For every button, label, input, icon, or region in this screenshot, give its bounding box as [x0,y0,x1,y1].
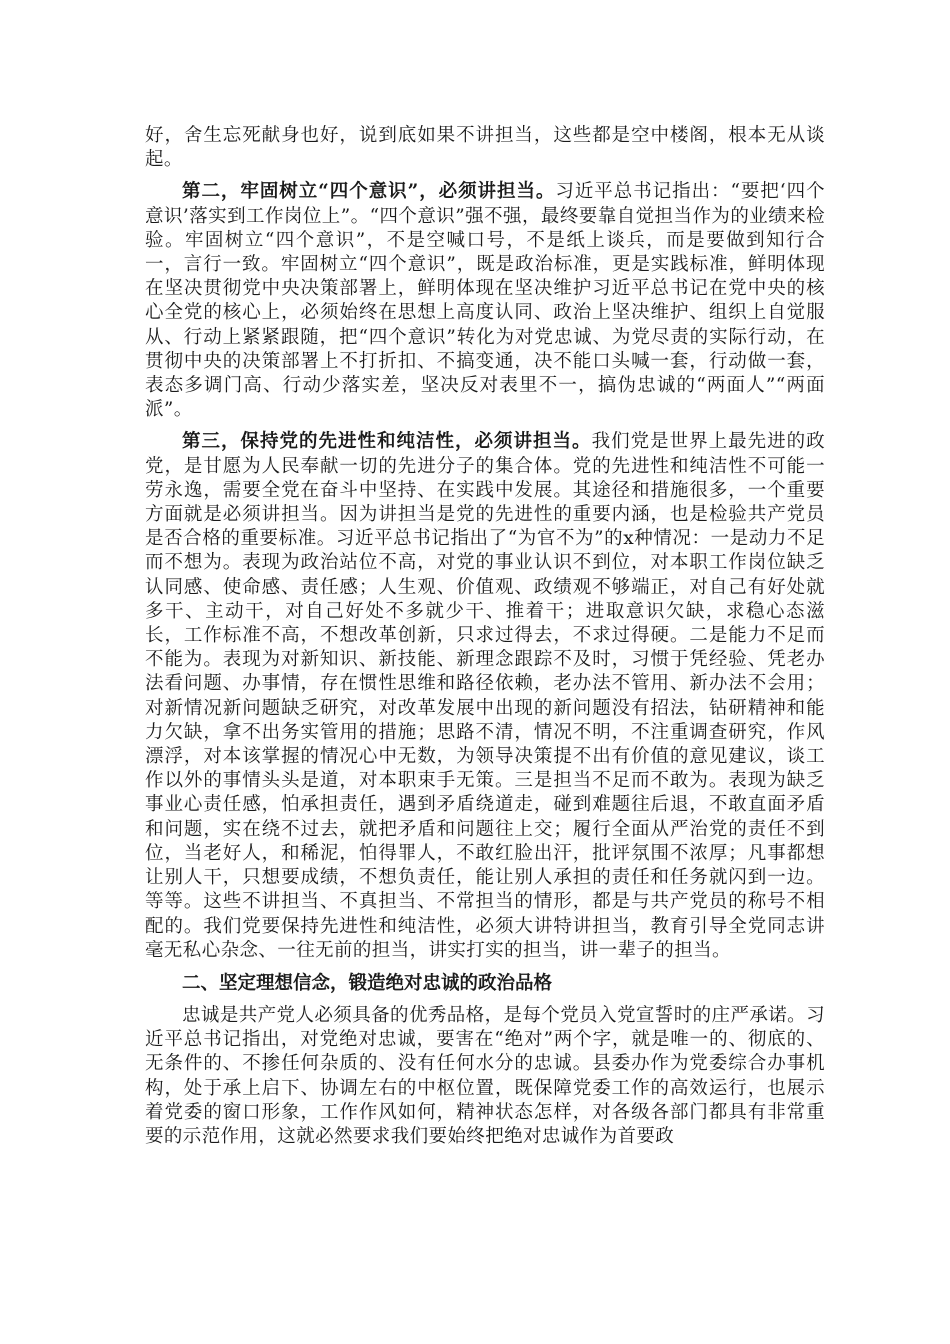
paragraph-lead-bold: 第三，保持党的先进性和纯洁性，必须讲担当。 [182,431,592,453]
paragraph-lead-bold: 第二，牢固树立“四个意识”，必须讲担当。 [182,181,556,203]
paragraph-third-point [145,430,825,962]
paragraph-second-point [145,180,825,422]
paragraph-loyalty: 忠诚是共产党人必须具备的优秀品格，是每个党员入党宣誓时的庄严承诺。习近平总书记指出，对党绝对忠诚，要害在“绝对”两个字，就是唯一的、彻底的、无条件的、不掺任何杂质的、没有任何水分的忠诚。县委办作为党委综合办事机构，处于承上启下、协调左右的中枢位置，既保障党委工作的高效运行，也展示着党委的窗口形象，工作作风如何，精神状态怎样，对各级各部门都具有非常重要的示范作用，这就必然要求我们要始终把绝对忠诚作为首要政 [145,1004,825,1147]
section-heading: 二、坚定理想信念，锻造绝对忠诚的政治品格 [182,972,553,994]
paragraph-body: 习近平总书记指出：“要把‘四个意识’落实到工作岗位上”。“四个意识”强不强，最终要靠自觉担当作为的业绩来检验。牢固树立“四个意识”，不是空喊口号，不是纸上谈兵，而是要做到知行合一，言行一致。牢固树立“四个意识”，既是政治标准，更是实践标准，鲜明体现在坚决贯彻党中央决策部署上，鲜明体现在坚决维护习近平总书记在党中央的核心全党的核心上，必须始终在思想上高度认同、政治上坚决维护、组织上自觉服从、行动上紧紧跟随，把“四个意识”转化为对党忠诚、为党尽责的实际行动，在贯彻中央的决策部署上不打折扣、不搞变通，决不能口头喊一套，行动做一套，表态多调门高、行动少落实差，坚决反对表里不一，搞伪忠诚的“两面人”“两面派”。 [145,181,825,421]
paragraph-body: 我们党是世界上最先进的政党，是甘愿为人民奉献一切的先进分子的集合体。党的先进性和纯洁性不可能一劳永逸，需要全党在奋斗中坚持、在实践中发展。其途径和措施很多，一个重要方面就是必须讲担当。因为讲担当是党的先进性的重要内涵，也是检验共产党员是否合格的重要标准。习近平总书记指出了“为官不为”的x种情况：一是动力不足而不想为。表现为政治站位不高，对党的事业认识不到位，对本职工作岗位缺乏认同感、使命感、责任感；人生观、价值观、政绩观不够端正，对自己有好处就多干、主动干，对自己好处不多就少干、推着干；进取意识欠缺，求稳心态滋长，工作标准不高，不想改革创新，只求过得去，不求过得硬。二是能力不足而不能为。表现为对新知识、新技能、新理念跟踪不及时，习惯于凭经验、凭老办法看问题、办事情，存在惯性思维和路径依赖，老办法不管用、新办法不会用；对新情况新问题缺乏研究，对改革发展中出现的新问题没有招法，钻研精神和能力欠缺，拿不出务实管用的措施；思路不清，情况不明，不注重调查研究，作风漂浮，对本该掌握的情况心中无数，为领导决策提不出有价值的意见建议，谈工作以外的事情头头是道，对本职束手无策。三是担当不足而不敢为。表现为缺乏事业心责任感，怕承担责任，遇到矛盾绕道走，碰到难题往后退，不敢直面矛盾和问题，实在绕不过去，就把矛盾和问题往上交；履行全面从严治党的责任不到位，当老好人，和稀泥，怕得罪人，不敢红脸出汗，批评氛围不浓厚；凡事都想让别人干，只想要成绩，不想负责任，能让别人承担的责任和任务就闪到一边。等等。这些不讲担当、不真担当、不常担当的情形，都是与共产党员的称号不相配的。我们党要保持先进性和纯洁性，必须大讲特讲担当，教育引导全党同志讲毫无私心杂念、一往无前的担当，讲实打实的担当，讲一辈子的担当。 [145,431,825,961]
paragraph-continuation: 好，舍生忘死献身也好，说到底如果不讲担当，这些都是空中楼阁，根本无从谈起。 [145,125,825,171]
document-page [145,124,825,1149]
